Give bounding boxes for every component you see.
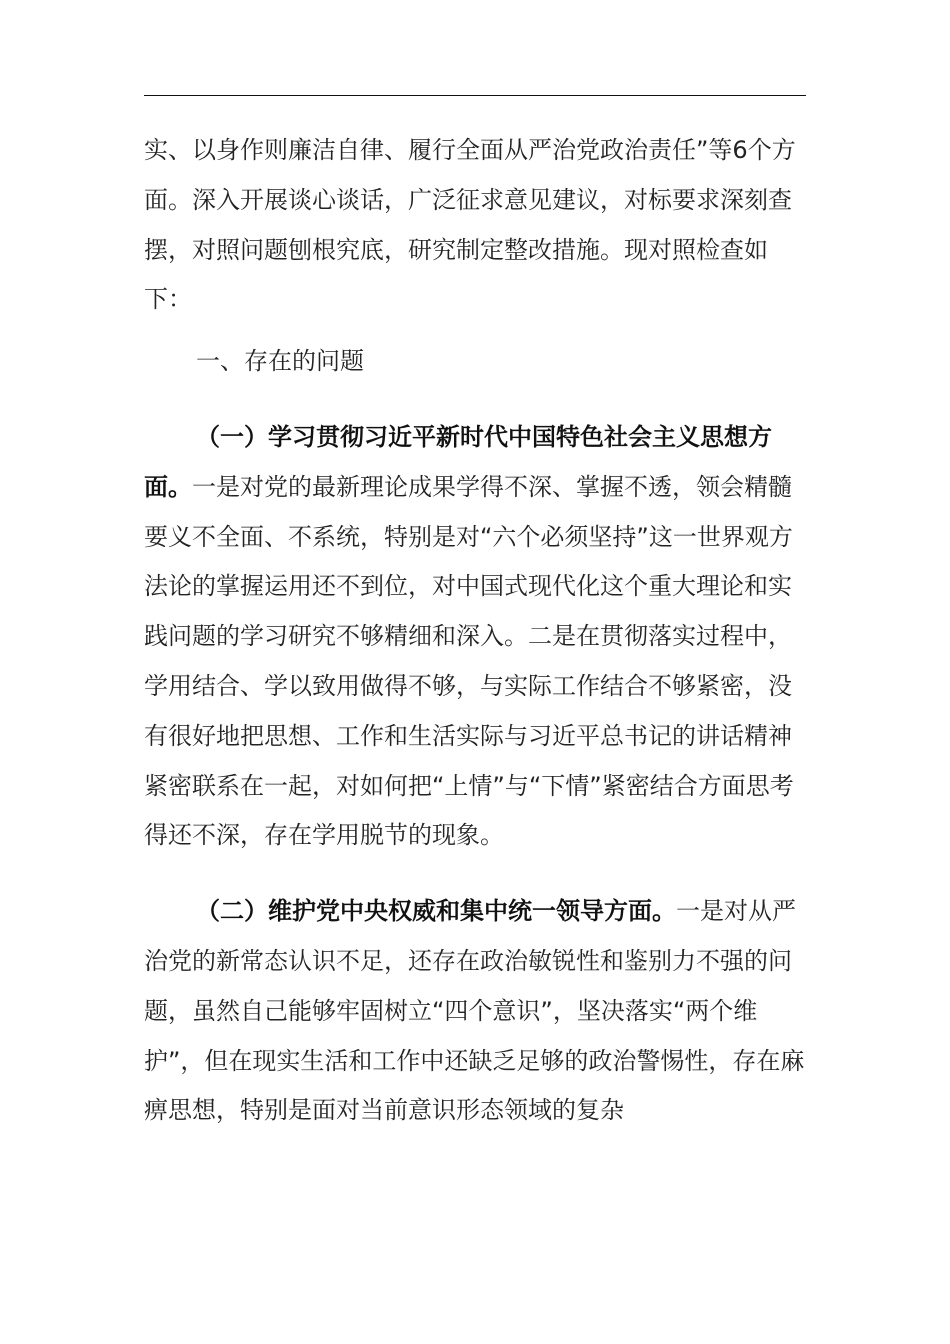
- item-2-paragraph: [144, 887, 806, 1136]
- item-1-paragraph: [144, 413, 806, 861]
- header-rule: [144, 95, 806, 96]
- intro-paragraph: 实、以身作则廉洁自律、履行全面从严治党政治责任”等6个方面。深入开展谈心谈话，广泛征求意见建议，对标要求深刻查摆，对照问题刨根究底，研究制定整改措施。现对照检查如下：: [144, 136, 796, 314]
- item-2-heading: （二）维护党中央权威和集中统一领导方面。: [196, 897, 676, 926]
- document-body: [144, 126, 806, 1136]
- item-1-text: 一是对党的最新理论成果学得不深、掌握不透，领会精髓要义不全面、不系统，特别是对“六个必须坚持”这一世界观方法论的掌握运用还不到位，对中国式现代化这个重大理论和实践问题的学习研究不够精细和深入。二是在贯彻落实过程中，学用结合、学以致用做得不够，与实际工作结合不够紧密，没有很好地把思想、工作和生活实际与习近平总书记的讲话精神紧密联系在一起，对如何把“上情”与“下情”紧密结合方面思考得还不深，存在学用脱节的现象。: [144, 472, 794, 850]
- item-2-text: 一是对从严治党的新常态认识不足，还存在政治敏锐性和鉴别力不强的问题，虽然自己能够牢固树立“四个意识”，坚决落实“两个维护”，但在现实生活和工作中还缺乏足够的政治警惕性，存在麻痹思想，特别是面对当前意识形态领域的复杂: [144, 897, 805, 1125]
- section-heading: 一、存在的问题: [196, 347, 364, 376]
- item-1-heading: （一）学习贯彻习近平新时代中国特色社会主义思想方面。: [144, 422, 772, 501]
